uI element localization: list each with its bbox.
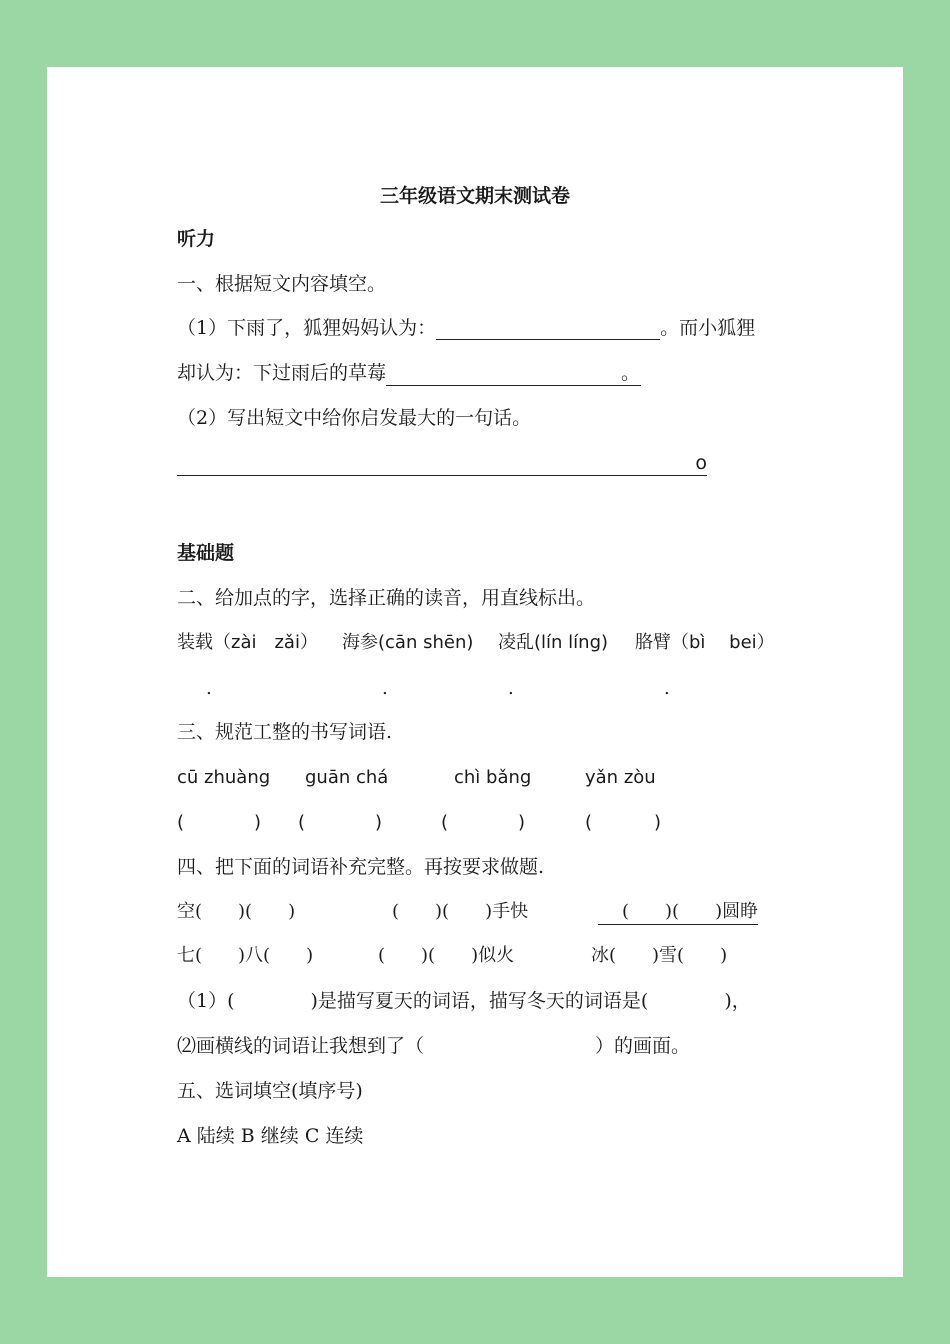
- q2-word-3: 凌乱(lín líng): [498, 632, 609, 653]
- q4-idiom-2: ( )( )手快: [392, 901, 529, 922]
- question-4-1: （1）( )是描写夏天的词语，描写冬天的词语是( )，: [177, 990, 751, 1012]
- q2-word-2: 海参(cān shēn): [342, 632, 474, 653]
- question-5-options: A 陆续 B 继续 C 连续: [177, 1125, 364, 1147]
- q3-answer-bracket-1[interactable]: ( ): [177, 812, 266, 833]
- question-1-1-text-a: （1）下雨了，狐狸妈妈认为：: [177, 317, 437, 339]
- question-1-1-text-c: 却认为：下过雨后的草莓: [177, 362, 387, 384]
- question-1-2-end: o: [695, 452, 707, 474]
- emphasis-dot: .: [664, 678, 670, 699]
- q3-pinyin-1: cū zhuàng: [177, 767, 271, 788]
- q2-word-1: 装载（zài zǎi）: [177, 632, 318, 653]
- exam-paper: [47, 67, 903, 1277]
- question-1-1-line: [177, 316, 755, 340]
- answer-blank[interactable]: [177, 451, 707, 476]
- q3-pinyin-4: yǎn zòu: [585, 767, 656, 788]
- q3-answer-bracket-4[interactable]: ( ): [585, 812, 664, 833]
- question-1-1-line-2: [177, 361, 641, 386]
- question-1-1-text-b: 。而小狐狸: [660, 317, 756, 339]
- q3-answer-bracket-3[interactable]: ( ): [441, 812, 530, 833]
- question-5-title: 五、选词填空(填序号): [177, 1080, 363, 1102]
- q4-idiom-4: 七( )八( ): [177, 945, 314, 966]
- emphasis-dot: .: [206, 678, 212, 699]
- q4-idiom-1: 空( )( ): [177, 901, 296, 922]
- emphasis-dot: .: [382, 678, 388, 699]
- section-heading-basic: 基础题: [177, 542, 235, 564]
- question-1-1-text-d: 。: [621, 362, 641, 384]
- question-1-title: 一、根据短文内容填空。: [177, 273, 387, 295]
- q4-idiom-3-underlined: ( )( )圆睁: [598, 900, 758, 925]
- q3-answer-bracket-2[interactable]: ( ): [298, 812, 387, 833]
- q4-idiom-6: 冰( )雪( ): [591, 945, 728, 966]
- q4-idiom-5: ( )( )似火: [378, 945, 515, 966]
- question-1-2-answer-line: [177, 451, 707, 476]
- question-4-2: ⑵画横线的词语让我想到了（ ）的画面。: [177, 1035, 691, 1057]
- q3-pinyin-3: chì bǎng: [454, 767, 532, 788]
- question-3-title: 三、规范工整的书写词语.: [177, 721, 393, 743]
- q3-pinyin-2: guān chá: [305, 767, 389, 788]
- question-1-2: （2）写出短文中给你启发最大的一句话。: [177, 407, 532, 429]
- page-title: 三年级语文期末测试卷: [379, 185, 570, 207]
- question-4-title: 四、把下面的词语补充完整。再按要求做题.: [177, 856, 545, 878]
- section-heading-listening: 听力: [177, 228, 216, 250]
- emphasis-dot: .: [508, 678, 514, 699]
- q2-word-4: 胳臂（bì bei）: [635, 632, 775, 653]
- answer-blank[interactable]: [436, 317, 660, 340]
- question-2-title: 二、给加点的字，选择正确的读音，用直线标出。: [177, 587, 596, 609]
- answer-blank[interactable]: [386, 361, 641, 386]
